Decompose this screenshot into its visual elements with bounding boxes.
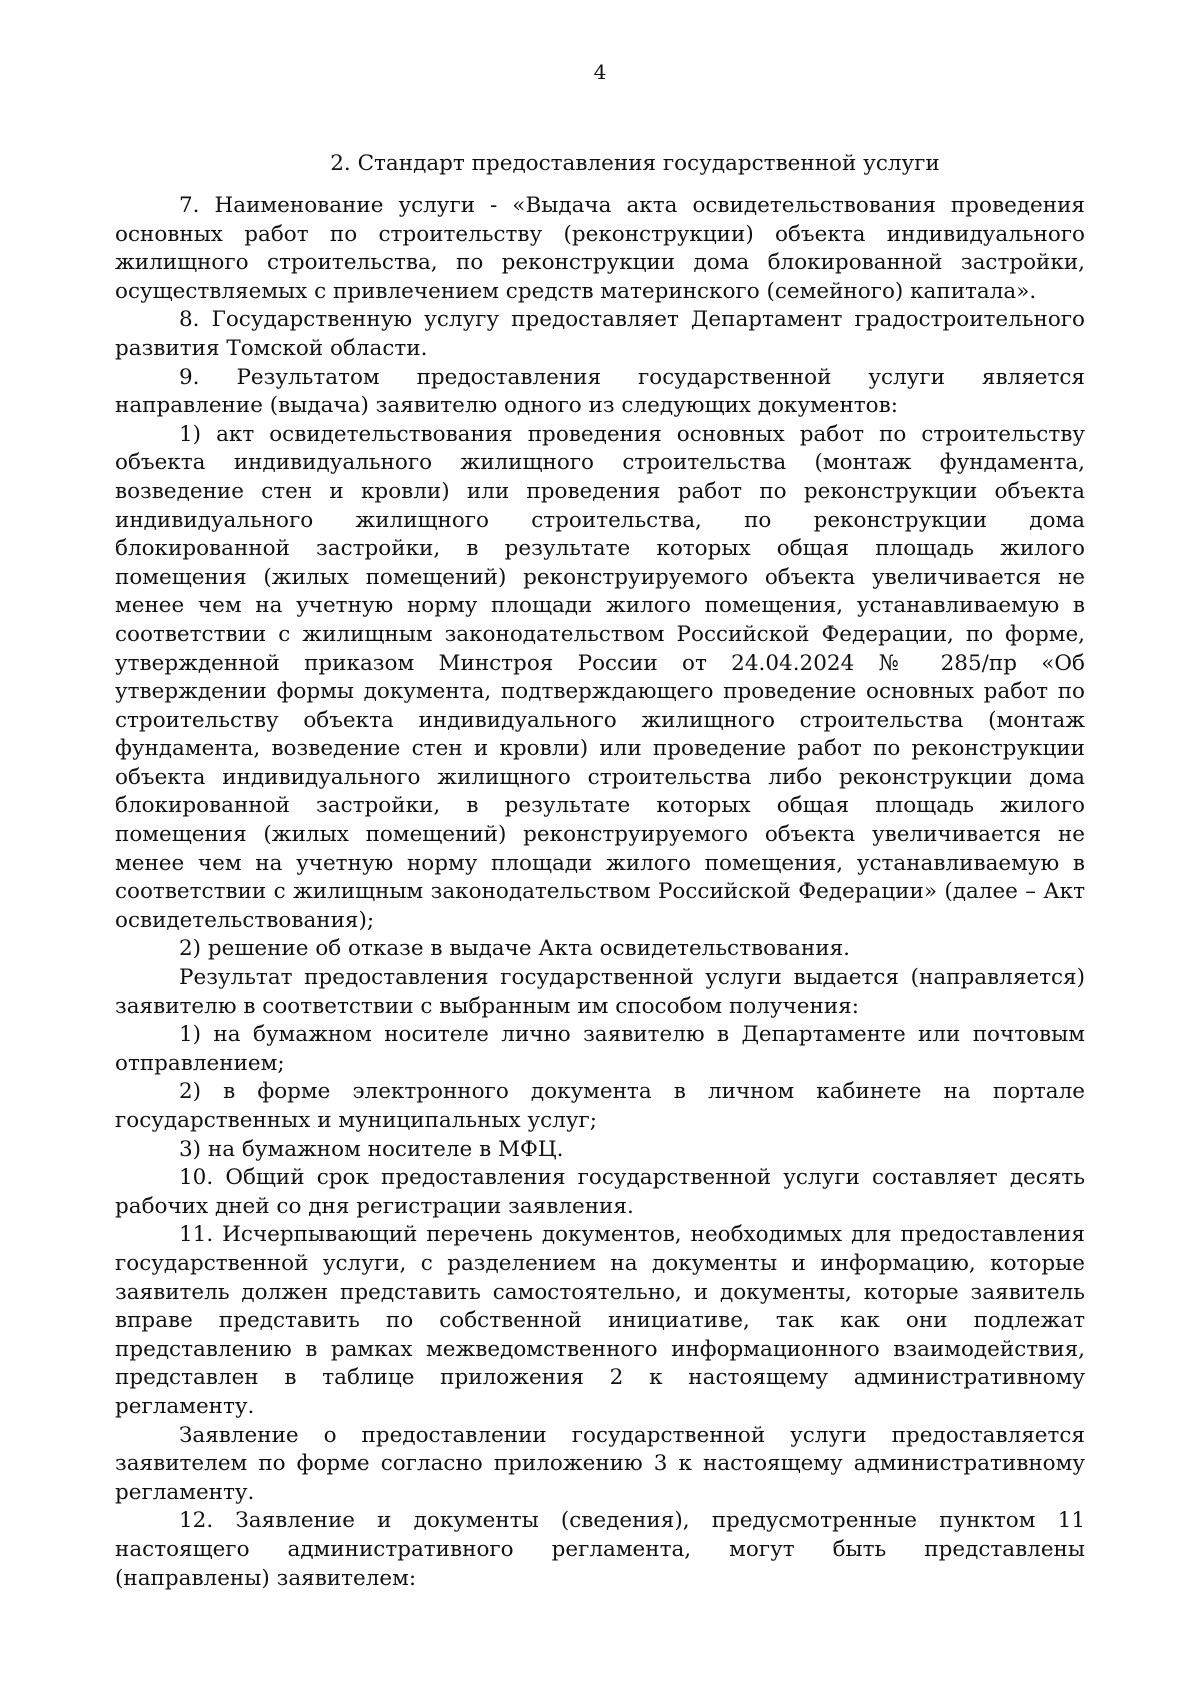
delivery-option-mfc: 3) на бумажном носителе в МФЦ. <box>179 1136 564 1162</box>
application-form-paragraph: Заявление о предоставлении государственной услуги предоставляется заявителем по форме согласно приложению 3 к настоящему административному регламенту. <box>115 1422 1085 1505</box>
paragraph-item-7: 7. Наименование услуги - «Выдача акта освидетельствования проведения основных работ по строительству (реконструкции) объекта индивидуального жилищного строительства, по реконструкции дома блокированной застройки, осуществляемых с привлечением средств материнского (семейного) капитала». <box>115 193 1085 304</box>
page-number: 4 <box>593 60 607 84</box>
paragraph-item-10: 10. Общий срок предоставления государственной услуги составляет десять рабочих дней со дня регистрации заявления. <box>115 1165 1085 1219</box>
document-body <box>115 192 1085 1593</box>
paragraph-item-11: 11. Исчерпывающий перечень документов, необходимых для предоставления государственной услуги, с разделением на документы и информацию, которые заявитель должен представить самостоятельно, и документы, которые заявитель вправе представить по собственной инициативе, так как они подлежат представлению в рамках межведомственного информационного взаимодействия, представлен в таблице приложения 2 к настоящему административному регламенту. <box>115 1222 1085 1419</box>
subitem-2-refusal: 2) решение об отказе в выдаче Акта освидетельствования. <box>179 936 850 962</box>
delivery-option-electronic: 2) в форме электронного документа в личном кабинете на портале государственных и муниципальных услуг; <box>115 1079 1085 1133</box>
section-title: 2. Стандарт предоставления государственной услуги <box>330 151 940 176</box>
paragraph-item-12: 12. Заявление и документы (сведения), предусмотренные пунктом 11 настоящего административного регламента, могут быть представлены (направлены) заявителем: <box>115 1508 1085 1591</box>
paragraph-item-9: 9. Результатом предоставления государственной услуги является направление (выдача) заявителю одного из следующих документов: <box>115 364 1085 419</box>
result-delivery-intro: Результат предоставления государственной услуги выдается (направляется) заявителю в соответствии с выбранным им способом получения: <box>115 965 1085 1019</box>
delivery-option-paper: 1) на бумажном носителе лично заявителю в Департаменте или почтовым отправлением; <box>115 1022 1085 1076</box>
paragraph-item-8: 8. Государственную услугу предоставляет Департамент градостроительного развития Томской области. <box>115 307 1085 361</box>
subitem-1-act: 1) акт освидетельствования проведения основных работ по строительству объекта индивидуального жилищного строительства (монтаж фундамента, возведение стен и кровли) или проведения работ по реконструкции объекта индивидуального жилищного строительства, по реконструкции дома блокированной застройки, в результате которых общая площадь жилого помещения (жилых помещений) реконструируемого объекта увеличивается не менее чем на учетную норму площади жилого помещения, устанавливаемую в соответствии с жилищным законодательством Российской Федерации, по форме, утвержденной приказом Минстроя России от 24.04.2024 № 285/пр «Об утверждении формы документа, подтверждающего проведение основных работ по строительству объекта индивидуального жилищного строительства (монтаж фундамента, возведение стен и кровли) или проведение работ по реконструкции объекта индивидуального жилищного строительства либо реконструкции дома блокированной застройки, в результате которых общая площадь жилого помещения (жилых помещений) реконструируемого объекта увеличивается не менее чем на учетную норму площади жилого помещения, устанавливаемую в соответствии с жилищным законодательством Российской Федерации» (далее – Акт освидетельствования); <box>115 421 1085 933</box>
